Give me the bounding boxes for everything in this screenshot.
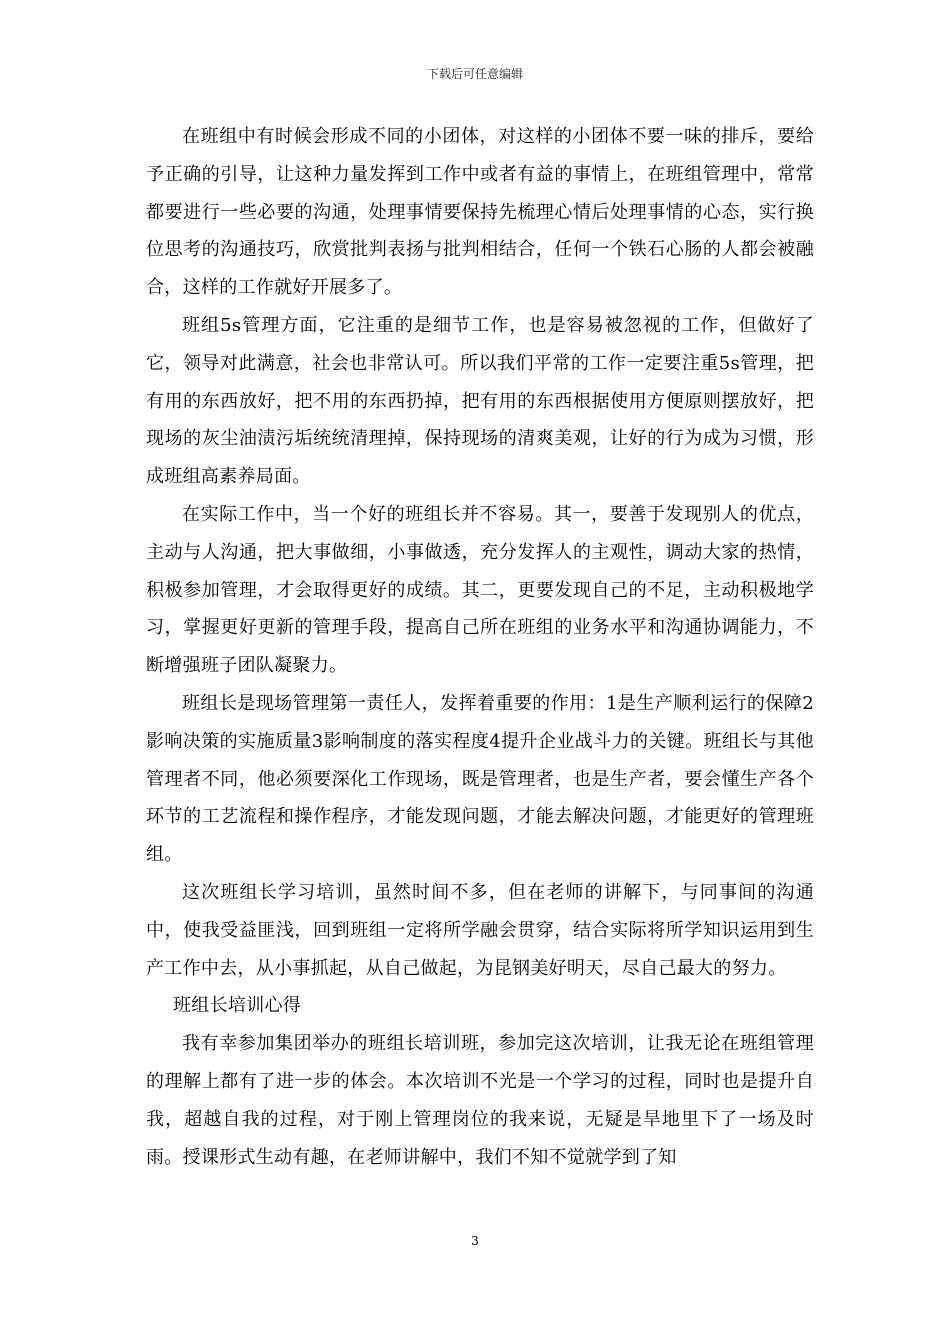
paragraph-actual-work: 在实际工作中，当一个好的班组长并不容易。其一，要善于发现别人的优点，主动与人沟通，把大事做细，小事做透，充分发挥人的主观性，调动大家的热情，积极参加管理，才会取得更好的成绩。其二，更要发现自己的不足，主动积极地学习，掌握更好更新的管理手段，提高自己所在班组的业务水平和沟通协调能力，不断增强班子团队凝聚力。	[146, 503, 814, 677]
paragraph-small-groups: 在班组中有时候会形成不同的小团体，对这样的小团体不要一味的排斥，要给予正确的引导，让这种力量发挥到工作中或者有益的事情上，在班组管理中，常常都要进行一些必要的沟通，处理事情要保持先梳理心情后处理事情的心态，实行换位思考的沟通技巧，欣赏批判表扬与批判相结合，任何一个铁石心肠的人都会被融合，这样的工作就好开展多了。	[146, 126, 814, 299]
paragraph-training-experience: 我有幸参加集团举办的班组长培训班，参加完这次培训，让我无论在班组管理的理解上都有了进一步的体会。本次培训不光是一个学习的过程，同时也是提升自我，超越自我的过程，对于刚上管理岗位的我来说，无疑是旱地里下了一场及时雨。授课形式生动有趣，在老师讲解中，我们不知不觉就学到了知	[146, 1033, 814, 1168]
page-number: 3	[471, 1234, 479, 1248]
document-body	[146, 118, 814, 1176]
section-heading: 班组长培训心得	[173, 995, 302, 1017]
paragraph-training-summary: 这次班组长学习培训，虽然时间不多，但在老师的讲解下，与同事间的沟通中，使我受益匪浅，回到班组一定将所学融会贯穿，结合实际将所学知识运用到生产工作中去，从小事抓起，从自己做起，为昆钢美好明天，尽自己最大的努力。	[146, 881, 814, 979]
paragraph-5s-management: 班组5s管理方面，它注重的是细节工作，也是容易被忽视的工作，但做好了它，领导对此满意，社会也非常认可。所以我们平常的工作一定要注重5s管理，把有用的东西放好，把不用的东西扔掉，把有用的东西根据使用方便原则摆放好，把现场的灰尘油渍污垢统统清理掉，保持现场的清爽美观，让好的行为成为习惯，形成班组高素养局面。	[146, 314, 814, 488]
page-header: 下载后可任意编辑	[426, 67, 523, 81]
paragraph-team-leader-role: 班组长是现场管理第一责任人，发挥着重要的作用：1是生产顺利运行的保障2影响决策的实施质量3影响制度的落实程度4提升企业战斗力的关键。班组长与其他管理者不同，他必须要深化工作现场，既是管理者，也是生产者，要会懂生产各个环节的工艺流程和操作程序，才能发现问题，才能去解决问题，才能更好的管理班组。	[146, 692, 814, 866]
